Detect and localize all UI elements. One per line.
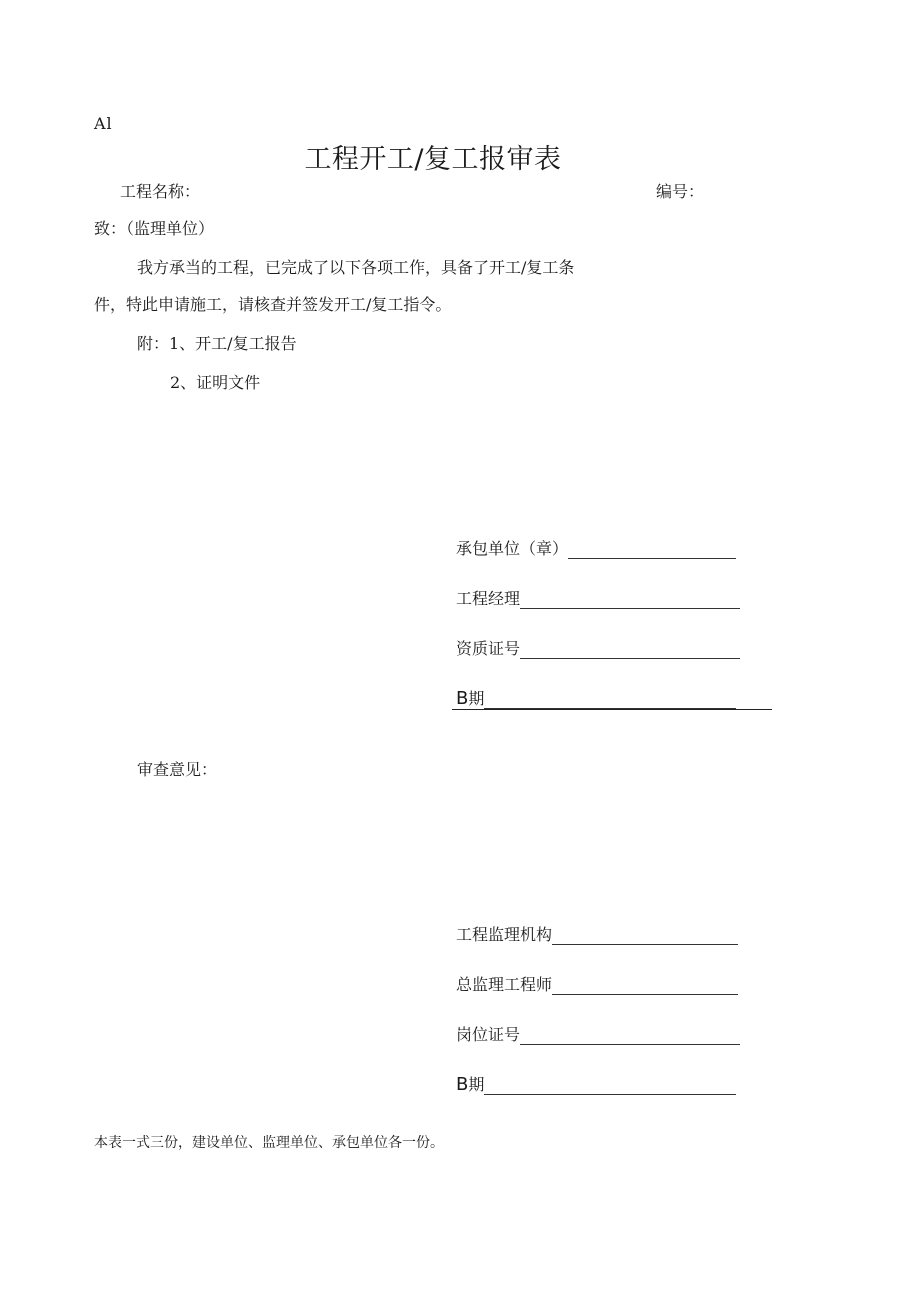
contractor-date-label: 期: [468, 689, 485, 708]
chief-engineer-label: 总监理工程师: [456, 975, 553, 994]
contractor-date-field[interactable]: [484, 690, 736, 709]
supervisor-date-field[interactable]: [484, 1076, 736, 1095]
attachment-item-2: 2、证明文件: [170, 373, 261, 392]
supervisor-date-label: 期: [468, 1075, 485, 1094]
post-cert-label: 岗位证号: [456, 1025, 521, 1044]
date-b-char: B: [456, 1074, 469, 1095]
form-code: Al: [94, 114, 113, 133]
body-line-2: 件，特此申请施工，请核查并签发开工/复工指令。: [94, 295, 452, 314]
chief-engineer-row: [456, 975, 738, 995]
attachment-item-1: 附：1、开工/复工报告: [137, 334, 297, 353]
chief-engineer-field[interactable]: [552, 976, 738, 995]
supervision-org-row: [456, 925, 738, 945]
contractor-unit-row: [456, 539, 736, 559]
qualification-field[interactable]: [520, 640, 740, 659]
contractor-date-row: [456, 689, 736, 709]
supervisor-date-row: [456, 1075, 736, 1095]
footer-note: 本表一式三份，建设单位、监理单位、承包单位各一份。: [94, 1135, 444, 1151]
project-manager-row: [456, 589, 740, 609]
project-manager-field[interactable]: [520, 590, 740, 609]
project-name-label: 工程名称：: [120, 182, 201, 201]
date-b-char: B: [456, 688, 469, 709]
contractor-unit-field[interactable]: [568, 540, 736, 559]
qualification-row: [456, 639, 740, 659]
divider-line: [452, 709, 772, 710]
page-title: 工程开工/复工报审表: [304, 144, 562, 175]
supervision-org-label: 工程监理机构: [456, 925, 553, 944]
project-manager-label: 工程经理: [456, 589, 521, 608]
qualification-label: 资质证号: [456, 639, 521, 658]
supervision-org-field[interactable]: [552, 926, 738, 945]
body-line-1: 我方承当的工程，已完成了以下各项工作，具备了开工/复工条: [137, 258, 575, 277]
review-opinion-label: 审查意见：: [137, 760, 218, 779]
addressee-label: 致：（监理单位）: [94, 219, 215, 238]
post-cert-row: [456, 1025, 740, 1045]
contractor-unit-label: 承包单位（章）: [456, 539, 569, 558]
number-label: 编号：: [656, 182, 705, 201]
post-cert-field[interactable]: [520, 1026, 740, 1045]
